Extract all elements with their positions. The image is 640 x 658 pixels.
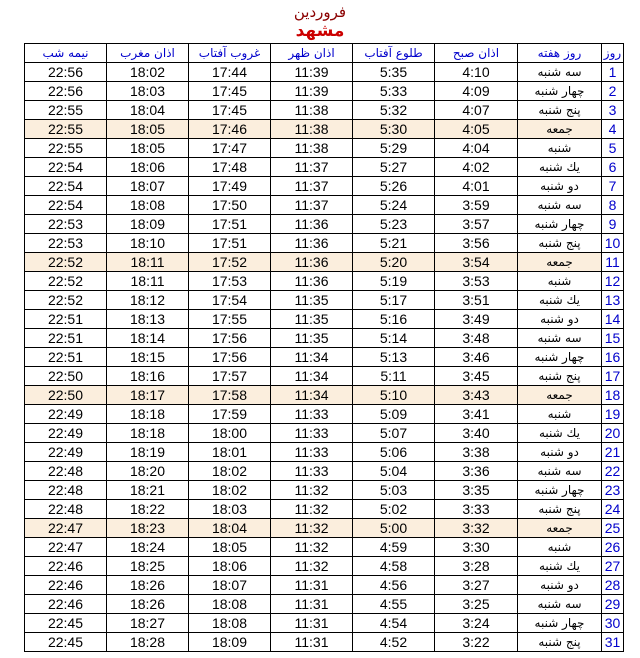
fajr-cell: 3:35 <box>435 481 518 500</box>
day-cell: 25 <box>602 519 624 538</box>
dhuhr-cell: 11:32 <box>271 500 353 519</box>
table-row <box>25 329 624 348</box>
sunset-cell: 17:51 <box>189 234 271 253</box>
day-cell: 10 <box>602 234 624 253</box>
dhuhr-cell: 11:34 <box>271 367 353 386</box>
dhuhr-cell: 11:31 <box>271 614 353 633</box>
midnight-cell: 22:47 <box>25 538 107 557</box>
day-cell: 31 <box>602 633 624 652</box>
sunrise-cell: 5:21 <box>353 234 435 253</box>
fajr-cell: 3:53 <box>435 272 518 291</box>
day-cell: 27 <box>602 557 624 576</box>
sunset-cell: 17:54 <box>189 291 271 310</box>
midnight-cell: 22:49 <box>25 405 107 424</box>
maghrib-cell: 18:27 <box>107 614 189 633</box>
midnight-cell: 22:45 <box>25 614 107 633</box>
dhuhr-cell: 11:35 <box>271 329 353 348</box>
dhuhr-cell: 11:33 <box>271 405 353 424</box>
dhuhr-cell: 11:37 <box>271 196 353 215</box>
maghrib-cell: 18:18 <box>107 405 189 424</box>
sunrise-cell: 5:13 <box>353 348 435 367</box>
weekday-cell: سه شنبه <box>518 196 602 215</box>
maghrib-cell: 18:20 <box>107 462 189 481</box>
midnight-cell: 22:52 <box>25 291 107 310</box>
midnight-cell: 22:49 <box>25 424 107 443</box>
weekday-cell: سه شنبه <box>518 462 602 481</box>
weekday-cell: چهار شنبه <box>518 614 602 633</box>
dhuhr-cell: 11:36 <box>271 215 353 234</box>
sunset-cell: 17:47 <box>189 139 271 158</box>
maghrib-cell: 18:13 <box>107 310 189 329</box>
day-cell: 29 <box>602 595 624 614</box>
midnight-cell: 22:52 <box>25 272 107 291</box>
sunset-cell: 17:53 <box>189 272 271 291</box>
maghrib-cell: 18:05 <box>107 139 189 158</box>
fajr-cell: 3:22 <box>435 633 518 652</box>
dhuhr-cell: 11:31 <box>271 633 353 652</box>
weekday-cell: يك شنبه <box>518 158 602 177</box>
dhuhr-cell: 11:39 <box>271 82 353 101</box>
day-cell: 19 <box>602 405 624 424</box>
midnight-cell: 22:48 <box>25 462 107 481</box>
table-row <box>25 82 624 101</box>
sunrise-cell: 4:55 <box>353 595 435 614</box>
day-cell: 15 <box>602 329 624 348</box>
sunset-cell: 17:58 <box>189 386 271 405</box>
maghrib-cell: 18:26 <box>107 576 189 595</box>
maghrib-cell: 18:15 <box>107 348 189 367</box>
header-weekday: روز هفته <box>518 44 602 63</box>
sunrise-cell: 5:04 <box>353 462 435 481</box>
sunset-cell: 17:59 <box>189 405 271 424</box>
dhuhr-cell: 11:34 <box>271 386 353 405</box>
fajr-cell: 3:54 <box>435 253 518 272</box>
sunset-cell: 17:45 <box>189 101 271 120</box>
midnight-cell: 22:54 <box>25 177 107 196</box>
midnight-cell: 22:46 <box>25 576 107 595</box>
sunrise-cell: 5:32 <box>353 101 435 120</box>
weekday-cell: شنبه <box>518 405 602 424</box>
day-cell: 5 <box>602 139 624 158</box>
dhuhr-cell: 11:38 <box>271 101 353 120</box>
table-row <box>25 614 624 633</box>
table-row <box>25 481 624 500</box>
fajr-cell: 4:04 <box>435 139 518 158</box>
sunset-cell: 17:44 <box>189 63 271 82</box>
table-row <box>25 177 624 196</box>
sunset-cell: 18:07 <box>189 576 271 595</box>
maghrib-cell: 18:16 <box>107 367 189 386</box>
sunrise-cell: 5:06 <box>353 443 435 462</box>
sunrise-cell: 4:56 <box>353 576 435 595</box>
midnight-cell: 22:52 <box>25 253 107 272</box>
weekday-cell: چهار شنبه <box>518 348 602 367</box>
weekday-cell: جمعه <box>518 386 602 405</box>
weekday-cell: سه شنبه <box>518 595 602 614</box>
weekday-cell: پنج شنبه <box>518 367 602 386</box>
midnight-cell: 22:51 <box>25 348 107 367</box>
day-cell: 9 <box>602 215 624 234</box>
sunset-cell: 18:03 <box>189 500 271 519</box>
weekday-cell: پنج شنبه <box>518 101 602 120</box>
sunset-cell: 18:02 <box>189 462 271 481</box>
table-row <box>25 633 624 652</box>
table-row <box>25 348 624 367</box>
fajr-cell: 3:30 <box>435 538 518 557</box>
sunrise-cell: 5:09 <box>353 405 435 424</box>
sunset-cell: 17:57 <box>189 367 271 386</box>
midnight-cell: 22:55 <box>25 101 107 120</box>
table-row <box>25 310 624 329</box>
day-cell: 2 <box>602 82 624 101</box>
table-row <box>25 519 624 538</box>
day-cell: 7 <box>602 177 624 196</box>
day-cell: 8 <box>602 196 624 215</box>
maghrib-cell: 18:21 <box>107 481 189 500</box>
header-midnight: نیمه شب <box>25 44 107 63</box>
dhuhr-cell: 11:37 <box>271 177 353 196</box>
maghrib-cell: 18:04 <box>107 101 189 120</box>
sunset-cell: 18:08 <box>189 595 271 614</box>
dhuhr-cell: 11:36 <box>271 234 353 253</box>
dhuhr-cell: 11:36 <box>271 253 353 272</box>
day-cell: 17 <box>602 367 624 386</box>
table-row <box>25 500 624 519</box>
weekday-cell: شنبه <box>518 272 602 291</box>
dhuhr-cell: 11:32 <box>271 519 353 538</box>
sunset-cell: 18:06 <box>189 557 271 576</box>
sunrise-cell: 5:35 <box>353 63 435 82</box>
table-row <box>25 253 624 272</box>
fajr-cell: 3:27 <box>435 576 518 595</box>
dhuhr-cell: 11:32 <box>271 538 353 557</box>
table-row <box>25 234 624 253</box>
weekday-cell: شنبه <box>518 139 602 158</box>
table-row <box>25 215 624 234</box>
weekday-cell: سه شنبه <box>518 329 602 348</box>
dhuhr-cell: 11:38 <box>271 120 353 139</box>
maghrib-cell: 18:08 <box>107 196 189 215</box>
day-cell: 30 <box>602 614 624 633</box>
maghrib-cell: 18:11 <box>107 272 189 291</box>
fajr-cell: 3:46 <box>435 348 518 367</box>
sunrise-cell: 5:17 <box>353 291 435 310</box>
sunset-cell: 17:52 <box>189 253 271 272</box>
sunset-cell: 17:50 <box>189 196 271 215</box>
midnight-cell: 22:46 <box>25 557 107 576</box>
weekday-cell: جمعه <box>518 253 602 272</box>
sunrise-cell: 5:30 <box>353 120 435 139</box>
midnight-cell: 22:45 <box>25 633 107 652</box>
table-row <box>25 196 624 215</box>
sunrise-cell: 4:58 <box>353 557 435 576</box>
maghrib-cell: 18:10 <box>107 234 189 253</box>
day-cell: 14 <box>602 310 624 329</box>
dhuhr-cell: 11:36 <box>271 272 353 291</box>
table-row <box>25 291 624 310</box>
fajr-cell: 3:56 <box>435 234 518 253</box>
sunrise-cell: 5:23 <box>353 215 435 234</box>
sunrise-cell: 5:20 <box>353 253 435 272</box>
midnight-cell: 22:54 <box>25 196 107 215</box>
table-row <box>25 139 624 158</box>
weekday-cell: شنبه <box>518 538 602 557</box>
midnight-cell: 22:51 <box>25 329 107 348</box>
fajr-cell: 4:01 <box>435 177 518 196</box>
dhuhr-cell: 11:33 <box>271 424 353 443</box>
maghrib-cell: 18:14 <box>107 329 189 348</box>
sunset-cell: 18:09 <box>189 633 271 652</box>
weekday-cell: يك شنبه <box>518 557 602 576</box>
day-cell: 22 <box>602 462 624 481</box>
weekday-cell: جمعه <box>518 519 602 538</box>
sunrise-cell: 5:00 <box>353 519 435 538</box>
midnight-cell: 22:50 <box>25 367 107 386</box>
table-row <box>25 120 624 139</box>
fajr-cell: 3:43 <box>435 386 518 405</box>
dhuhr-cell: 11:35 <box>271 291 353 310</box>
dhuhr-cell: 11:31 <box>271 595 353 614</box>
fajr-cell: 3:25 <box>435 595 518 614</box>
maghrib-cell: 18:12 <box>107 291 189 310</box>
sunset-cell: 17:55 <box>189 310 271 329</box>
maghrib-cell: 18:28 <box>107 633 189 652</box>
weekday-cell: دو شنبه <box>518 443 602 462</box>
midnight-cell: 22:54 <box>25 158 107 177</box>
weekday-cell: چهار شنبه <box>518 215 602 234</box>
midnight-cell: 22:56 <box>25 82 107 101</box>
maghrib-cell: 18:06 <box>107 158 189 177</box>
day-cell: 4 <box>602 120 624 139</box>
sunset-cell: 17:51 <box>189 215 271 234</box>
table-row <box>25 101 624 120</box>
midnight-cell: 22:51 <box>25 310 107 329</box>
table-row <box>25 595 624 614</box>
sunset-cell: 17:56 <box>189 348 271 367</box>
weekday-cell: يك شنبه <box>518 424 602 443</box>
dhuhr-cell: 11:32 <box>271 481 353 500</box>
header-fajr: اذان صبح <box>435 44 518 63</box>
maghrib-cell: 18:11 <box>107 253 189 272</box>
table-row <box>25 576 624 595</box>
day-cell: 16 <box>602 348 624 367</box>
table-row <box>25 272 624 291</box>
midnight-cell: 22:53 <box>25 234 107 253</box>
maghrib-cell: 18:18 <box>107 424 189 443</box>
prayer-times-table <box>24 43 624 652</box>
fajr-cell: 4:05 <box>435 120 518 139</box>
dhuhr-cell: 11:35 <box>271 310 353 329</box>
maghrib-cell: 18:07 <box>107 177 189 196</box>
sunrise-cell: 4:52 <box>353 633 435 652</box>
sunrise-cell: 5:24 <box>353 196 435 215</box>
sunrise-cell: 4:59 <box>353 538 435 557</box>
midnight-cell: 22:55 <box>25 139 107 158</box>
fajr-cell: 3:38 <box>435 443 518 462</box>
fajr-cell: 3:32 <box>435 519 518 538</box>
weekday-cell: سه شنبه <box>518 63 602 82</box>
midnight-cell: 22:53 <box>25 215 107 234</box>
fajr-cell: 3:57 <box>435 215 518 234</box>
fajr-cell: 3:51 <box>435 291 518 310</box>
sunrise-cell: 5:26 <box>353 177 435 196</box>
sunrise-cell: 5:27 <box>353 158 435 177</box>
dhuhr-cell: 11:33 <box>271 462 353 481</box>
midnight-cell: 22:47 <box>25 519 107 538</box>
sunset-cell: 18:05 <box>189 538 271 557</box>
sunset-cell: 17:45 <box>189 82 271 101</box>
header-sunset: غروب آفتاب <box>189 44 271 63</box>
maghrib-cell: 18:05 <box>107 120 189 139</box>
fajr-cell: 3:24 <box>435 614 518 633</box>
sunrise-cell: 5:03 <box>353 481 435 500</box>
sunset-cell: 17:56 <box>189 329 271 348</box>
day-cell: 13 <box>602 291 624 310</box>
month-title: فروردین <box>293 3 347 21</box>
header-day: روز <box>602 44 624 63</box>
midnight-cell: 22:46 <box>25 595 107 614</box>
fajr-cell: 3:28 <box>435 557 518 576</box>
sunrise-cell: 5:29 <box>353 139 435 158</box>
header-row <box>25 44 624 63</box>
midnight-cell: 22:49 <box>25 443 107 462</box>
maghrib-cell: 18:02 <box>107 63 189 82</box>
sunset-cell: 17:48 <box>189 158 271 177</box>
header-sunrise: طلوع آفتاب <box>353 44 435 63</box>
day-cell: 11 <box>602 253 624 272</box>
sunset-cell: 17:46 <box>189 120 271 139</box>
maghrib-cell: 18:26 <box>107 595 189 614</box>
fajr-cell: 3:40 <box>435 424 518 443</box>
fajr-cell: 3:45 <box>435 367 518 386</box>
weekday-cell: دو شنبه <box>518 576 602 595</box>
day-cell: 1 <box>602 63 624 82</box>
day-cell: 21 <box>602 443 624 462</box>
sunrise-cell: 4:54 <box>353 614 435 633</box>
weekday-cell: پنج شنبه <box>518 500 602 519</box>
maghrib-cell: 18:25 <box>107 557 189 576</box>
table-row <box>25 538 624 557</box>
sunset-cell: 18:01 <box>189 443 271 462</box>
fajr-cell: 4:07 <box>435 101 518 120</box>
table-row <box>25 462 624 481</box>
sunrise-cell: 5:19 <box>353 272 435 291</box>
weekday-cell: دو شنبه <box>518 177 602 196</box>
fajr-cell: 4:10 <box>435 63 518 82</box>
fajr-cell: 3:36 <box>435 462 518 481</box>
maghrib-cell: 18:19 <box>107 443 189 462</box>
dhuhr-cell: 11:38 <box>271 139 353 158</box>
city-title: مشهد <box>295 21 345 41</box>
sunset-cell: 18:04 <box>189 519 271 538</box>
dhuhr-cell: 11:32 <box>271 557 353 576</box>
table-row <box>25 443 624 462</box>
midnight-cell: 22:48 <box>25 481 107 500</box>
table-row <box>25 424 624 443</box>
weekday-cell: پنج شنبه <box>518 633 602 652</box>
sunrise-cell: 5:10 <box>353 386 435 405</box>
sunrise-cell: 5:33 <box>353 82 435 101</box>
sunset-cell: 18:00 <box>189 424 271 443</box>
day-cell: 23 <box>602 481 624 500</box>
day-cell: 3 <box>602 101 624 120</box>
maghrib-cell: 18:23 <box>107 519 189 538</box>
maghrib-cell: 18:03 <box>107 82 189 101</box>
sunrise-cell: 5:07 <box>353 424 435 443</box>
maghrib-cell: 18:09 <box>107 215 189 234</box>
day-cell: 20 <box>602 424 624 443</box>
weekday-cell: جمعه <box>518 120 602 139</box>
table-row <box>25 557 624 576</box>
day-cell: 28 <box>602 576 624 595</box>
fajr-cell: 4:02 <box>435 158 518 177</box>
header-dhuhr: اذان ظهر <box>271 44 353 63</box>
fajr-cell: 3:49 <box>435 310 518 329</box>
table-row <box>25 63 624 82</box>
weekday-cell: چهار شنبه <box>518 481 602 500</box>
fajr-cell: 3:48 <box>435 329 518 348</box>
dhuhr-cell: 11:34 <box>271 348 353 367</box>
fajr-cell: 4:09 <box>435 82 518 101</box>
dhuhr-cell: 11:33 <box>271 443 353 462</box>
dhuhr-cell: 11:31 <box>271 576 353 595</box>
weekday-cell: يك شنبه <box>518 291 602 310</box>
midnight-cell: 22:55 <box>25 120 107 139</box>
table-row <box>25 158 624 177</box>
midnight-cell: 22:48 <box>25 500 107 519</box>
sunrise-cell: 5:02 <box>353 500 435 519</box>
fajr-cell: 3:59 <box>435 196 518 215</box>
table-row <box>25 367 624 386</box>
day-cell: 6 <box>602 158 624 177</box>
day-cell: 24 <box>602 500 624 519</box>
fajr-cell: 3:41 <box>435 405 518 424</box>
sunrise-cell: 5:11 <box>353 367 435 386</box>
sunset-cell: 18:02 <box>189 481 271 500</box>
weekday-cell: چهار شنبه <box>518 82 602 101</box>
maghrib-cell: 18:24 <box>107 538 189 557</box>
sunrise-cell: 5:14 <box>353 329 435 348</box>
midnight-cell: 22:56 <box>25 63 107 82</box>
dhuhr-cell: 11:39 <box>271 63 353 82</box>
day-cell: 18 <box>602 386 624 405</box>
weekday-cell: پنج شنبه <box>518 234 602 253</box>
sunrise-cell: 5:16 <box>353 310 435 329</box>
dhuhr-cell: 11:37 <box>271 158 353 177</box>
header-maghrib: اذان مغرب <box>107 44 189 63</box>
maghrib-cell: 18:17 <box>107 386 189 405</box>
table-body <box>25 63 624 652</box>
table-row <box>25 386 624 405</box>
sunset-cell: 17:49 <box>189 177 271 196</box>
fajr-cell: 3:33 <box>435 500 518 519</box>
day-cell: 26 <box>602 538 624 557</box>
day-cell: 12 <box>602 272 624 291</box>
maghrib-cell: 18:22 <box>107 500 189 519</box>
sunset-cell: 18:08 <box>189 614 271 633</box>
table-row <box>25 405 624 424</box>
midnight-cell: 22:50 <box>25 386 107 405</box>
weekday-cell: دو شنبه <box>518 310 602 329</box>
